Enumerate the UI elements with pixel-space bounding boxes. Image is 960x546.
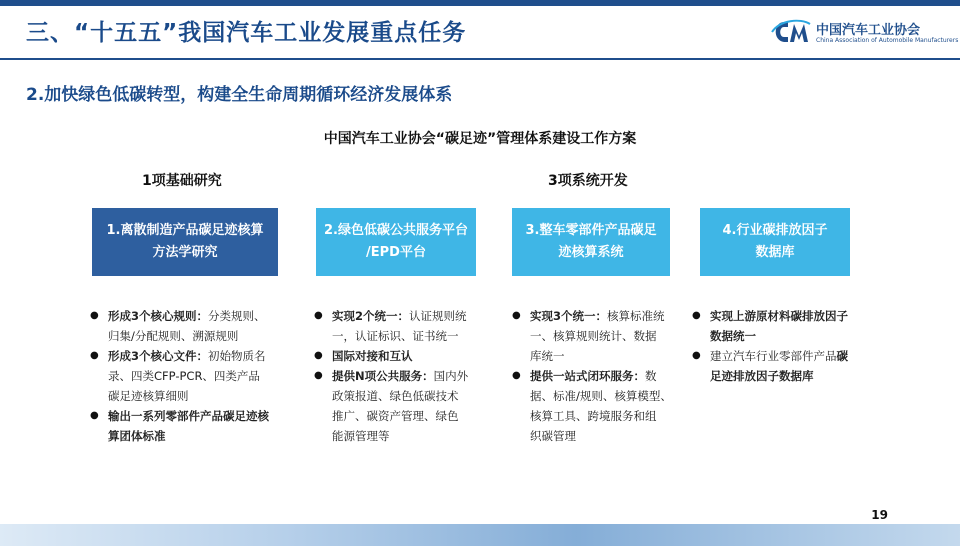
task-box-1-line2: 方法学研究 [152, 245, 218, 260]
bullet-text-cont: 政策报道、绿色低碳技术 [332, 389, 459, 403]
bullet-text: 认证规则统 [409, 309, 467, 323]
bullet-text-cont: 据、标准/规则、核算模型、 [530, 389, 672, 403]
list-item [692, 306, 872, 346]
task-box-3-line2: 迹核算系统 [558, 245, 624, 260]
list-item [314, 306, 494, 346]
bullet-bold-text: 实现2个统一： [332, 309, 410, 323]
bullet-bold-cont: 数据统一 [710, 329, 756, 343]
top-accent-bar [0, 0, 960, 6]
task-box-4-line2: 数据库 [755, 245, 795, 260]
bullet-text-cont: 织碳管理 [530, 429, 576, 443]
list-item [90, 346, 290, 406]
section-subtitle: 2.加快绿色低碳转型，构建全生命周期循环经济发展体系 [26, 85, 453, 105]
bullet-list-col1 [90, 306, 290, 446]
bullet-list-col3 [512, 306, 692, 446]
bullet-bold-cont: 算团体标准 [108, 429, 166, 443]
caam-logo-icon [770, 18, 812, 46]
bullet-bold-text: 输出一系列零部件产品碳足迹核 [108, 409, 269, 423]
bullet-bold-tail: 碳 [836, 349, 848, 363]
page-title: 三、“十五五”我国汽车工业发展重点任务 [26, 20, 467, 46]
list-item [512, 306, 692, 366]
task-box-1-line1: 1.离散制造产品碳足迹核算 [106, 223, 264, 238]
list-item [314, 346, 494, 366]
list-item [314, 366, 494, 446]
bullet-text-cont: 一、核算规则统计、数据 [530, 329, 657, 343]
bullet-list-col2 [314, 306, 494, 446]
list-item [512, 366, 692, 446]
bullet-bold-text: 国际对接和互认 [332, 349, 413, 363]
bullet-bold-text: 实现上游原材料碳排放因子 [710, 309, 848, 323]
bullet-text: 国内外 [433, 369, 469, 383]
bottom-decorative-band [0, 524, 960, 546]
task-box-1 [92, 208, 278, 276]
bullet-text-cont: 一，认证标识、证书统一 [332, 329, 459, 343]
group-label-systems: 3项系统开发 [548, 173, 628, 189]
group-label-research: 1项基础研究 [142, 173, 222, 189]
bullet-text: 分类规则、 [208, 309, 266, 323]
bullet-text-cont: 核算工具、跨境服务和组 [530, 409, 657, 423]
page-number: 19 [871, 508, 888, 522]
plan-title: 中国汽车工业协会“碳足迹”管理体系建设工作方案 [323, 131, 637, 147]
task-box-4 [700, 208, 850, 276]
bullet-text: 初始物质名 [208, 349, 266, 363]
bullet-bold-cont: 足迹排放因子数据库 [710, 369, 814, 383]
task-box-2-line2: /EPD平台 [366, 245, 426, 260]
list-item [692, 346, 872, 386]
task-box-4-line1: 4.行业碳排放因子 [722, 223, 828, 238]
caam-logo [770, 16, 959, 50]
list-item [90, 406, 290, 446]
bullet-text: 数 [645, 369, 657, 383]
bullet-text: 核算标准统 [607, 309, 665, 323]
bullet-bold-text: 实现3个统一： [530, 309, 608, 323]
header-divider [0, 58, 960, 60]
bullet-text: 建立汽车行业零部件产品 [710, 349, 837, 363]
bullet-list-col4 [692, 306, 872, 386]
bullet-text-cont: 推广、碳资产管理、绿色 [332, 409, 459, 423]
bullet-text-cont: 能源管理等 [332, 429, 390, 443]
bullet-bold-text: 形成3个核心文件： [108, 349, 209, 363]
logo-name: 中国汽车工业协会 [816, 23, 921, 38]
logo-subtitle: China Association of Automobile Manufacturers [816, 37, 959, 44]
bullet-bold-text: 提供一站式闭环服务： [530, 369, 645, 383]
bullet-text-cont: 归集/分配规则、溯源规则 [108, 329, 239, 343]
bullet-bold-text: 形成3个核心规则： [108, 309, 209, 323]
task-box-3-line1: 3.整车零部件产品碳足 [525, 223, 657, 238]
bullet-text-cont: 碳足迹核算细则 [108, 389, 189, 403]
bullet-bold-text: 提供N项公共服务： [332, 369, 434, 383]
task-box-3 [512, 208, 670, 276]
bullet-text-cont: 录、四类CFP-PCR、四类产品 [108, 369, 260, 383]
bullet-text-cont: 库统一 [530, 349, 565, 363]
list-item [90, 306, 290, 346]
task-box-2-line1: 2.绿色低碳公共服务平台 [324, 223, 468, 238]
task-box-2 [316, 208, 476, 276]
